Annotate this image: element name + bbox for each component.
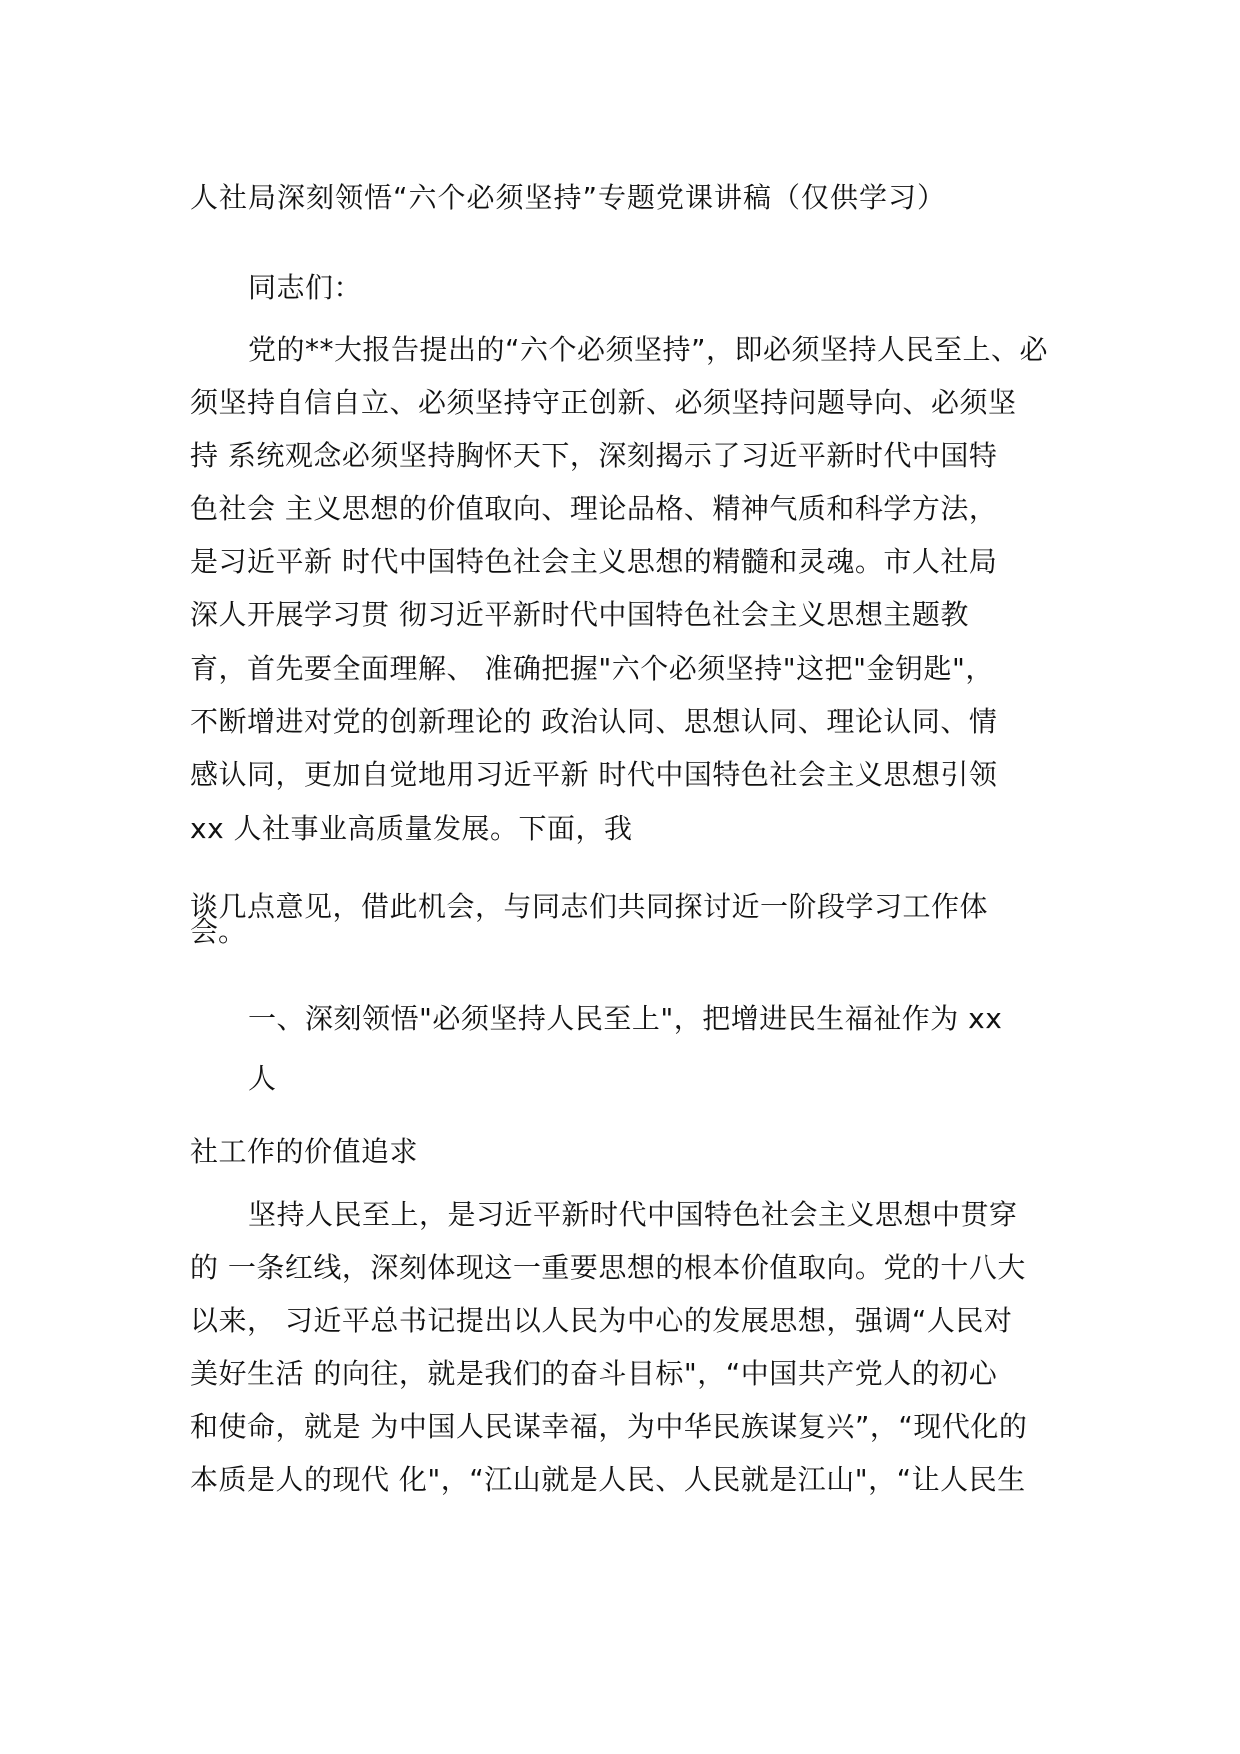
paragraph-line: 须坚持自信自立、必须坚持守正创新、必须坚持问题导向、必须坚 [190, 386, 1017, 419]
paragraph-line: 和使命，就是 为中国人民谋幸福，为中华民族谋复兴”，“现代化的 [190, 1410, 1028, 1443]
heading-line: 社工作的价值追求 [190, 1135, 419, 1168]
paragraph-line: 育，首先要全面理解、 准确把握"六个必须坚持"这把"金钥匙"， [190, 652, 994, 685]
paragraph-line: 持 系统观念必须坚持胸怀天下，深刻揭示了习近平新时代中国特 [190, 439, 998, 472]
document-title: 人社局深刻领悟“六个必须坚持”专题党课讲稿（仅供学习） [190, 181, 947, 214]
salutation: 同志们： [248, 271, 363, 304]
paragraph-line: 本质是人的现代 化"，“江山就是人民、人民就是江山"，“让人民生 [190, 1463, 1026, 1496]
paragraph-line: 不断增进对党的创新理论的 政治认同、思想认同、理论认同、情 [190, 705, 998, 738]
paragraph-line: 以来， 习近平总书记提出以人民为中心的发展思想，强调“人民对 [190, 1304, 1013, 1337]
paragraph-line: 美好生活 的向往，就是我们的奋斗目标"，“中国共产党人的初心 [190, 1357, 998, 1390]
paragraph-line: xx 人社事业高质量发展。下面，我 [190, 812, 633, 845]
paragraph-line: 谈几点意见，借此机会，与同志们共同探讨近一阶段学习工作体 [190, 890, 989, 923]
paragraph-line: 党的**大报告提出的“六个必须坚持”，即必须坚持人民至上、必 [248, 333, 1049, 366]
paragraph-line: 坚持人民至上，是习近平新时代中国特色社会主义思想中贯穿 [248, 1198, 1018, 1231]
paragraph-line: 色社会 主义思想的价值取向、理论品格、精神气质和科学方法， [190, 492, 998, 525]
heading-line: 人 [248, 1062, 277, 1095]
paragraph-line: 是习近平新 时代中国特色社会主义思想的精髓和灵魂。市人社局 [190, 545, 998, 578]
paragraph-line: 深人开展学习贯 彻习近平新时代中国特色社会主义思想主题教 [190, 598, 969, 631]
paragraph-line: 会。 [190, 915, 247, 948]
paragraph-line: 的 一条红线，深刻体现这一重要思想的根本价值取向。党的十八大 [190, 1251, 1026, 1284]
heading-line: 一、深刻领悟"必须坚持人民至上"，把增进民生福祉作为 xx [248, 1002, 1003, 1035]
paragraph-line: 感认同，更加自觉地用习近平新 时代中国特色社会主义思想引领 [190, 758, 998, 791]
